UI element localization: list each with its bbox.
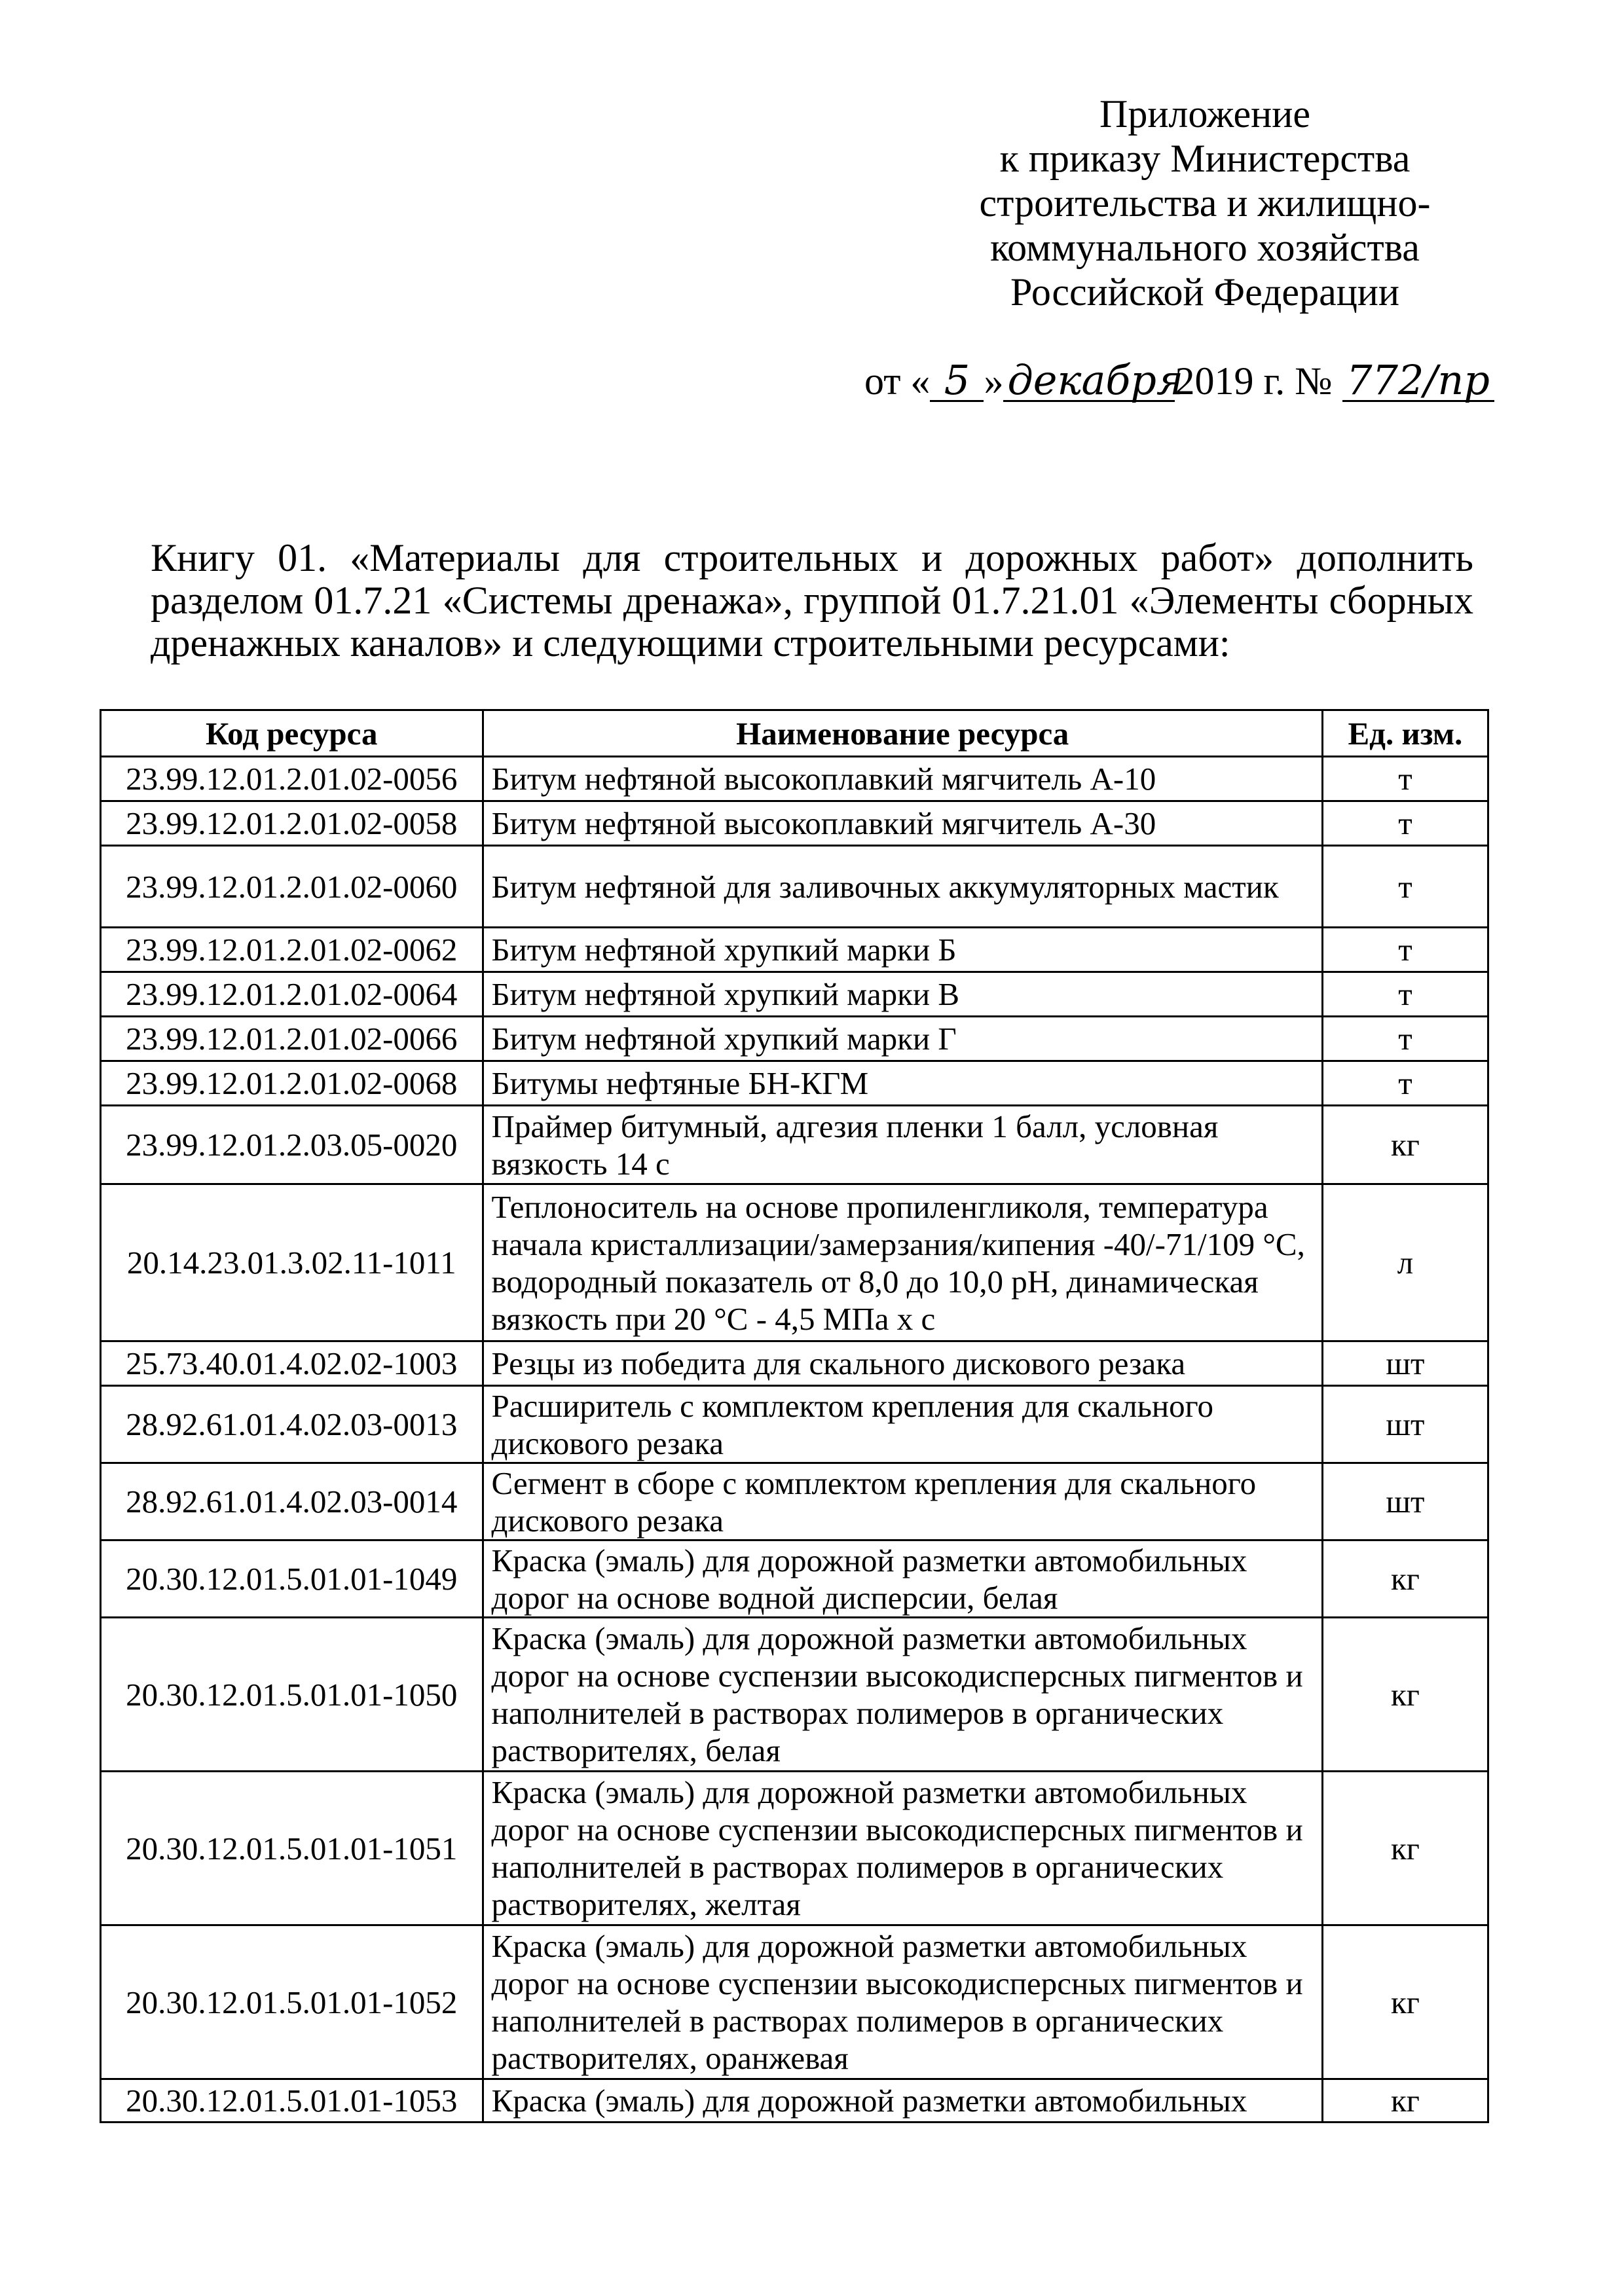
resource-name: Битум нефтяной хрупкий марки Б bbox=[483, 928, 1322, 972]
resource-name: Битум нефтяной высокоплавкий мягчитель А-10 bbox=[483, 757, 1322, 801]
handwritten-day: 5 bbox=[930, 361, 984, 402]
resource-unit: т bbox=[1322, 801, 1488, 846]
resource-name: Теплоноситель на основе пропиленгликоля, температура начала кристаллизации/замерзания/кипения -40/-71/109 °С, водородный показатель от 8,0 до 10,0 pH, динамическая вязкость при 20 °С - 4,5 МПа х с bbox=[483, 1184, 1322, 1341]
table-row bbox=[101, 1386, 1488, 1463]
resource-unit: л bbox=[1322, 1184, 1488, 1341]
resource-name: Битум нефтяной для заливочных аккумуляторных мастик bbox=[483, 846, 1322, 928]
table-row bbox=[101, 2079, 1488, 2123]
resource-name: Битум нефтяной хрупкий марки В bbox=[483, 972, 1322, 1017]
resource-unit: т bbox=[1322, 928, 1488, 972]
date-year: 2019 г. № bbox=[1175, 359, 1333, 403]
intro-text: Книгу 01. «Материалы для строительных и дорожных работ» дополнить разделом 01.7.21 «Системы дренажа», группой 01.7.21.01 «Элементы сборных дренажных каналов» и следующими строительными ресурсами: bbox=[151, 536, 1473, 665]
resource-unit: кг bbox=[1322, 1925, 1488, 2079]
table-row bbox=[101, 1017, 1488, 1061]
resources-table bbox=[100, 709, 1489, 2123]
date-day-close: » bbox=[984, 359, 1004, 403]
table-row bbox=[101, 1184, 1488, 1341]
resource-code: 23.99.12.01.2.01.02-0062 bbox=[101, 928, 483, 972]
table-header-row bbox=[101, 710, 1488, 757]
resource-code: 20.30.12.01.5.01.01-1049 bbox=[101, 1540, 483, 1618]
resource-unit: кг bbox=[1322, 2079, 1488, 2123]
table-row bbox=[101, 972, 1488, 1017]
resource-name: Сегмент в сборе с комплектом крепления для скального дискового резака bbox=[483, 1463, 1322, 1540]
resource-name: Краска (эмаль) для дорожной разметки автомобильных дорог на основе водной дисперсии, белая bbox=[483, 1540, 1322, 1618]
resource-code: 23.99.12.01.2.01.02-0068 bbox=[101, 1061, 483, 1106]
resource-unit: т bbox=[1322, 972, 1488, 1017]
resource-name: Расширитель с комплектом крепления для скального дискового резака bbox=[483, 1386, 1322, 1463]
resource-name: Праймер битумный, адгезия пленки 1 балл, условная вязкость 14 с bbox=[483, 1106, 1322, 1184]
header-line: коммунального хозяйства bbox=[990, 226, 1420, 269]
resource-code: 20.30.12.01.5.01.01-1051 bbox=[101, 1772, 483, 1925]
resource-name: Битум нефтяной высокоплавкий мягчитель А-30 bbox=[483, 801, 1322, 846]
header-line: Российской Федерации bbox=[1010, 270, 1400, 314]
resource-name: Краска (эмаль) для дорожной разметки автомобильных дорог на основе суспензии высокодисперсных пигментов и наполнителей в растворах полимеров в органических растворителях, оранжевая bbox=[483, 1925, 1322, 2079]
resource-unit: т bbox=[1322, 1061, 1488, 1106]
resource-name: Краска (эмаль) для дорожной разметки автомобильных дорог на основе суспензии высокодисперсных пигментов и наполнителей в растворах полимеров в органических растворителях, белая bbox=[483, 1618, 1322, 1772]
resource-name: Резцы из победита для скального дискового резака bbox=[483, 1341, 1322, 1386]
table-row bbox=[101, 1463, 1488, 1540]
resource-code: 20.30.12.01.5.01.01-1052 bbox=[101, 1925, 483, 2079]
resource-code: 23.99.12.01.2.01.02-0056 bbox=[101, 757, 483, 801]
date-prefix: от « bbox=[864, 359, 931, 403]
resource-unit: шт bbox=[1322, 1386, 1488, 1463]
intro-paragraph bbox=[151, 537, 1473, 665]
resource-code: 23.99.12.01.2.01.02-0066 bbox=[101, 1017, 483, 1061]
resource-name: Краска (эмаль) для дорожной разметки автомобильных дорог на основе суспензии высокодисперсных пигментов и наполнителей в растворах полимеров в органических растворителях, желтая bbox=[483, 1772, 1322, 1925]
resource-name: Битумы нефтяные БН-КГМ bbox=[483, 1061, 1322, 1106]
resource-code: 20.30.12.01.5.01.01-1053 bbox=[101, 2079, 483, 2123]
table-row bbox=[101, 757, 1488, 801]
resource-code: 23.99.12.01.2.01.02-0058 bbox=[101, 801, 483, 846]
column-header-code: Код ресурса bbox=[101, 710, 483, 757]
resource-unit: кг bbox=[1322, 1772, 1488, 1925]
resource-code: 20.30.12.01.5.01.01-1050 bbox=[101, 1618, 483, 1772]
header-line: Приложение bbox=[1099, 92, 1311, 136]
table-row bbox=[101, 801, 1488, 846]
resource-unit: шт bbox=[1322, 1341, 1488, 1386]
resource-unit: кг bbox=[1322, 1540, 1488, 1618]
resource-code: 25.73.40.01.4.02.02-1003 bbox=[101, 1341, 483, 1386]
table-row bbox=[101, 928, 1488, 972]
table-row bbox=[101, 1061, 1488, 1106]
resource-name: Битум нефтяной хрупкий марки Г bbox=[483, 1017, 1322, 1061]
resource-unit: кг bbox=[1322, 1618, 1488, 1772]
resource-code: 28.92.61.01.4.02.03-0014 bbox=[101, 1463, 483, 1540]
handwritten-order-number: 772/пр bbox=[1342, 361, 1494, 402]
resource-name: Краска (эмаль) для дорожной разметки автомобильных bbox=[483, 2079, 1322, 2123]
resource-code: 23.99.12.01.2.03.05-0020 bbox=[101, 1106, 483, 1184]
resource-unit: кг bbox=[1322, 1106, 1488, 1184]
appendix-header bbox=[851, 92, 1559, 314]
resource-code: 23.99.12.01.2.01.02-0064 bbox=[101, 972, 483, 1017]
header-line: строительства и жилищно- bbox=[979, 181, 1431, 225]
resource-unit: т bbox=[1322, 757, 1488, 801]
column-header-name: Наименование ресурса bbox=[483, 710, 1322, 757]
table-row bbox=[101, 1925, 1488, 2079]
table-row bbox=[101, 1618, 1488, 1772]
handwritten-month: декабря bbox=[1003, 361, 1175, 402]
resource-code: 23.99.12.01.2.01.02-0060 bbox=[101, 846, 483, 928]
table-row bbox=[101, 1540, 1488, 1618]
header-line: к приказу Министерства bbox=[999, 137, 1411, 180]
resource-unit: шт bbox=[1322, 1463, 1488, 1540]
order-date-line bbox=[864, 356, 1494, 404]
resource-code: 20.14.23.01.3.02.11-1011 bbox=[101, 1184, 483, 1341]
table-row bbox=[101, 846, 1488, 928]
column-header-unit: Ед. изм. bbox=[1322, 710, 1488, 757]
table-row bbox=[101, 1106, 1488, 1184]
table-row bbox=[101, 1772, 1488, 1925]
resource-unit: т bbox=[1322, 846, 1488, 928]
resource-code: 28.92.61.01.4.02.03-0013 bbox=[101, 1386, 483, 1463]
resource-unit: т bbox=[1322, 1017, 1488, 1061]
table-row bbox=[101, 1341, 1488, 1386]
